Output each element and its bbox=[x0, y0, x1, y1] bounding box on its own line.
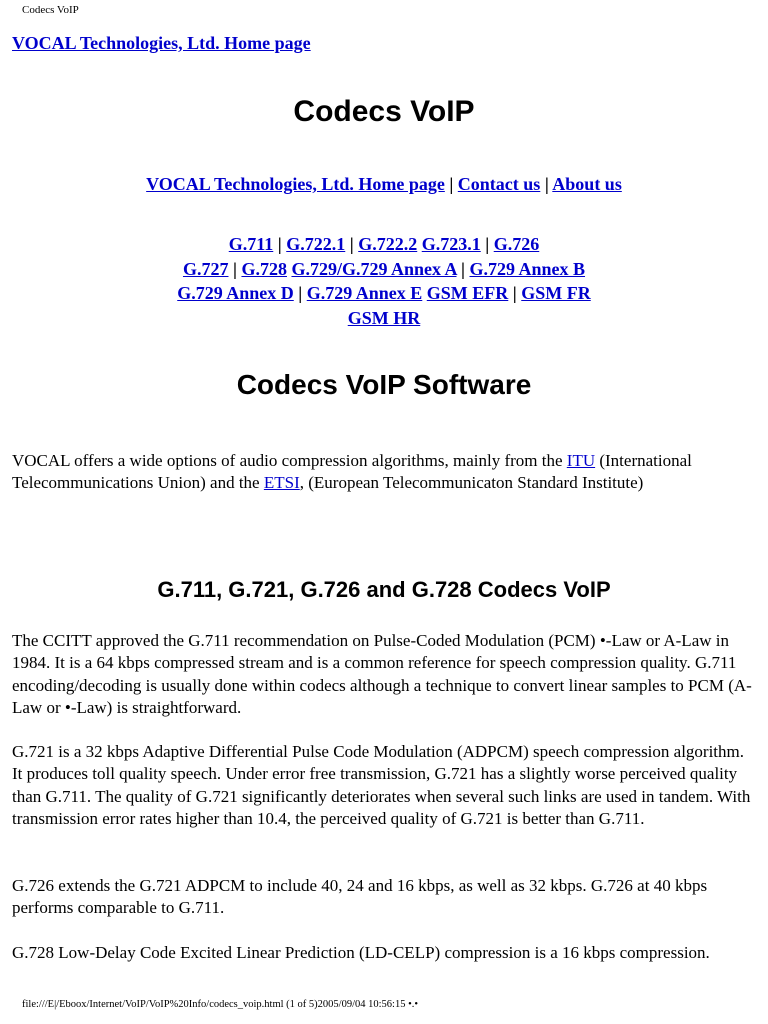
software-heading: Codecs VoIP Software bbox=[236, 369, 532, 400]
home-page-link[interactable]: VOCAL Technologies, Ltd. Home page bbox=[12, 33, 311, 53]
codec-nav bbox=[0, 232, 768, 330]
intro-text: , (European Telecommunicaton Standard Institute) bbox=[299, 473, 644, 493]
codec-nav-row bbox=[0, 257, 768, 282]
codec-link-g728[interactable]: G.728 bbox=[241, 258, 287, 279]
nav-home-link[interactable]: VOCAL Technologies, Ltd. Home page bbox=[146, 174, 445, 194]
etsi-link[interactable]: ETSI bbox=[263, 473, 300, 493]
nav-separator: | bbox=[232, 258, 237, 279]
codec-link-gsm-fr[interactable]: GSM FR bbox=[521, 283, 591, 303]
nav-about-link[interactable]: About us bbox=[552, 174, 622, 194]
codec-nav-row bbox=[0, 306, 768, 331]
nav-separator: | bbox=[449, 174, 454, 194]
codec-link-g726[interactable]: G.726 bbox=[493, 234, 540, 254]
page-title: Codecs VoIP bbox=[293, 95, 475, 128]
codec-link-gsm-efr[interactable]: GSM EFR bbox=[426, 283, 509, 303]
nav-separator: | bbox=[461, 258, 465, 279]
intro-text: (International Telecommunications Union) and the bbox=[12, 451, 692, 493]
top-nav bbox=[0, 172, 768, 197]
nav-contact-link[interactable]: Contact us bbox=[457, 174, 541, 194]
section-heading: G.711, G.721, G.726 and G.728 Codecs VoIP bbox=[157, 577, 611, 602]
nav-separator: | bbox=[544, 174, 549, 194]
nav-separator: | bbox=[349, 234, 354, 254]
paragraph-g726: G.726 extends the G.721 ADPCM to include 40, 24 and 16 kbps, as well as 32 kbps. G.726 at 40 kbps performs comparable to G.711. bbox=[12, 876, 708, 918]
paragraph-g728: G.728 Low-Delay Code Excited Linear Prediction (LD-CELP) compression is a 16 kbps compression. bbox=[12, 943, 710, 962]
codec-link-g729-annex-e[interactable]: G.729 Annex E bbox=[306, 283, 423, 303]
codec-nav-row bbox=[0, 232, 768, 257]
codec-nav-row bbox=[0, 281, 768, 306]
codec-link-g7221[interactable]: G.722.1 bbox=[286, 234, 346, 254]
intro-paragraph bbox=[12, 450, 758, 495]
nav-separator: | bbox=[277, 234, 282, 254]
codec-link-g729-annex-d[interactable]: G.729 Annex D bbox=[177, 283, 294, 303]
nav-separator: | bbox=[298, 283, 303, 303]
intro-text: VOCAL offers a wide options of audio compression algorithms, mainly from the bbox=[12, 451, 567, 470]
codec-link-g729-annex-b[interactable]: G.729 Annex B bbox=[469, 258, 586, 279]
codec-link-g7222[interactable]: G.722.2 bbox=[358, 234, 418, 254]
codec-link-gsm-hr[interactable]: GSM HR bbox=[347, 307, 421, 328]
paragraph-g711: The CCITT approved the G.711 recommendation on Pulse-Coded Modulation (PCM) •-Law or A-Law in 1984. It is a 64 kbps compressed stream and is a common reference for speech compression quality. G.711 encoding/decoding is usually done within codecs although a technique to convert linear samples to PCM (A-Law or •-Law) is straightforward. bbox=[12, 631, 752, 717]
codec-link-g727[interactable]: G.727 bbox=[182, 258, 229, 279]
print-footer: file:///E|/Eboox/Internet/VoIP/VoIP%20Info/codecs_voip.html (1 of 5)2005/09/04 10:56:15 •.• bbox=[22, 999, 419, 1010]
codec-link-g729-annex-a[interactable]: G.729/G.729 Annex A bbox=[291, 258, 457, 279]
codec-link-g711[interactable]: G.711 bbox=[228, 234, 274, 254]
nav-separator: | bbox=[485, 234, 490, 254]
codec-link-g7231[interactable]: G.723.1 bbox=[421, 234, 481, 254]
nav-separator: | bbox=[512, 283, 517, 303]
print-header: Codecs VoIP bbox=[22, 4, 79, 16]
paragraph-g721: G.721 is a 32 kbps Adaptive Differential Pulse Code Modulation (ADPCM) speech compression algorithm. It produces toll quality speech. Under error free transmission, G.721 has a slightly worse perceived quality than G.711. The quality of G.721 significantly deteriorates when several such links are used in tandem. With transmission error rates higher than 10.4, the perceived quality of G.721 is better than G.711. bbox=[12, 742, 751, 828]
itu-link[interactable]: ITU bbox=[566, 451, 596, 470]
